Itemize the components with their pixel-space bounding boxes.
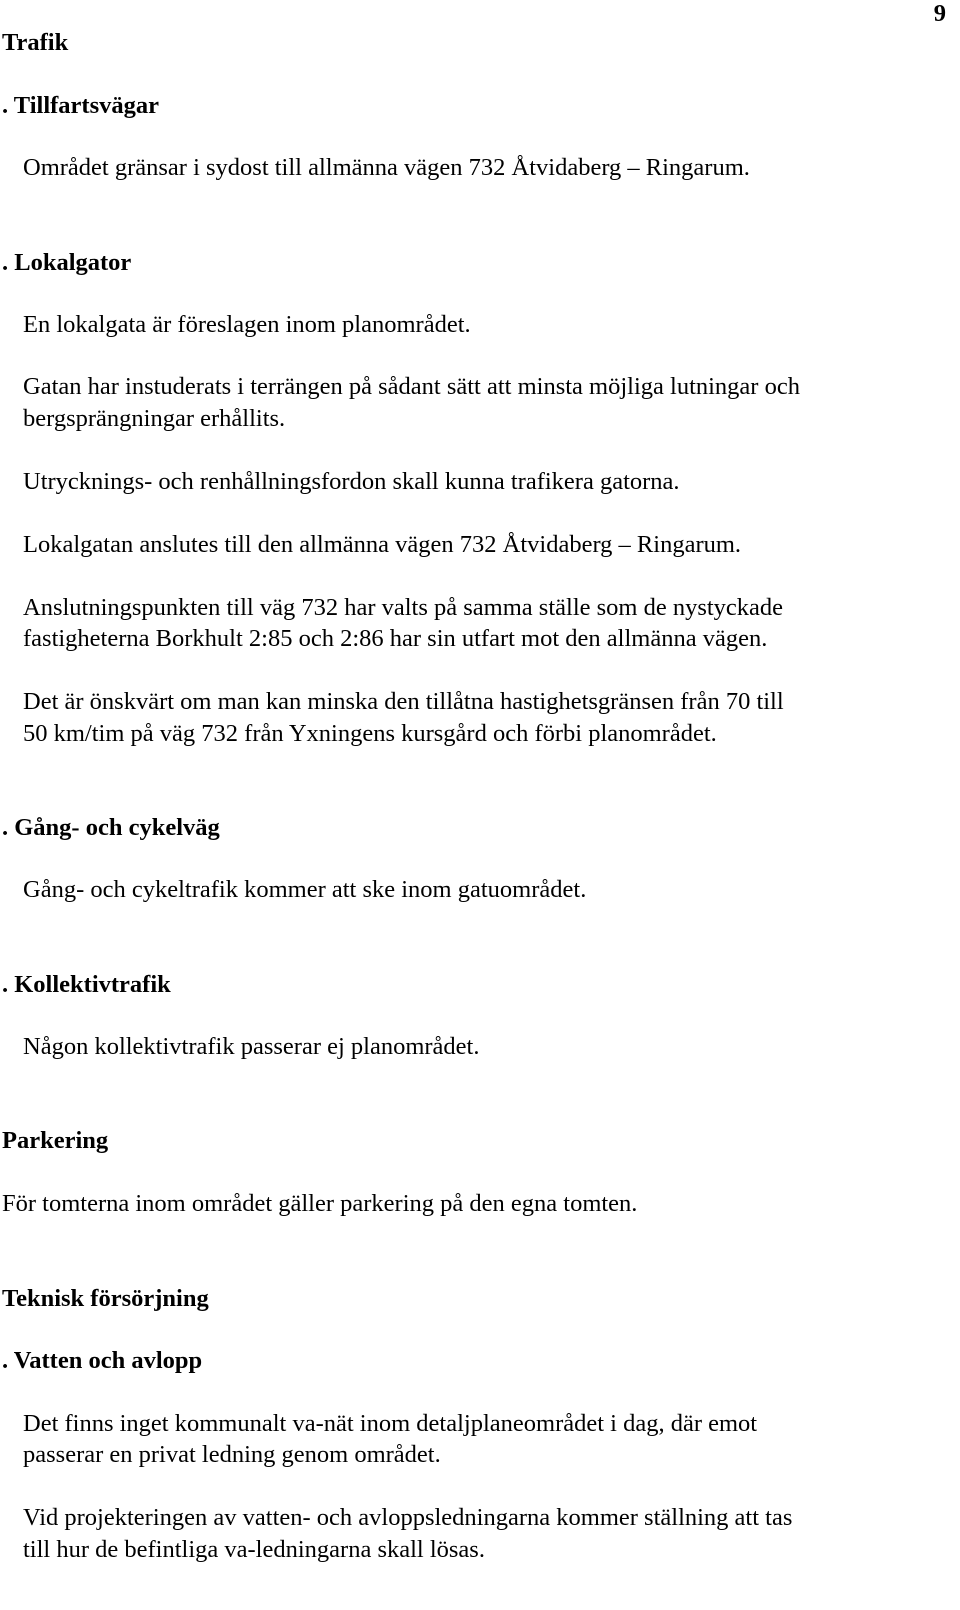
paragraph-lokalgator-2-line2: bergsprängningar erhållits. (23, 405, 286, 432)
paragraph-tillfartsvagar: Området gränsar i sydost till allmänna vägen 732 Åtvidaberg – Ringarum. (23, 154, 750, 181)
paragraph-lokalgator-6-line2: 50 km/tim på väg 732 från Yxningens kursgård och förbi planområdet. (23, 720, 717, 747)
paragraph-kollektivtrafik: Någon kollektivtrafik passerar ej planområdet. (23, 1033, 480, 1060)
paragraph-parkering: För tomterna inom området gäller parkering på den egna tomten. (2, 1190, 638, 1217)
paragraph-lokalgator-1: En lokalgata är föreslagen inom planområdet. (23, 311, 471, 338)
paragraph-vatten-1-line1: Det finns inget kommunalt va-nät inom detaljplaneområdet i dag, där emot (23, 1410, 758, 1437)
section-heading-trafik: Trafik (2, 29, 69, 56)
paragraph-vatten-2-line1: Vid projekteringen av vatten- och avloppsledningarna kommer ställning att tas (23, 1504, 793, 1531)
subheading-gang-cykelvag: . Gång- och cykelväg (2, 814, 220, 841)
subheading-tillfartsvagar: . Tillfartsvägar (2, 92, 159, 119)
subheading-kollektivtrafik: . Kollektivtrafik (2, 971, 171, 998)
paragraph-lokalgator-5-line2: fastigheterna Borkhult 2:85 och 2:86 har sin utfart mot den allmänna vägen. (23, 625, 768, 652)
page-number: 9 (933, 0, 946, 27)
subheading-lokalgator: . Lokalgator (2, 249, 132, 276)
subheading-vatten-avlopp: . Vatten och avlopp (2, 1347, 203, 1374)
section-heading-teknisk-forsorjning: Teknisk försörjning (2, 1285, 209, 1312)
paragraph-vatten-2-line2: till hur de befintliga va-ledningarna skall lösas. (23, 1536, 485, 1563)
paragraph-gang-cykelvag: Gång- och cykeltrafik kommer att ske inom gatuområdet. (23, 876, 587, 903)
paragraph-lokalgator-4: Lokalgatan anslutes till den allmänna vägen 732 Åtvidaberg – Ringarum. (23, 531, 742, 558)
paragraph-lokalgator-3: Utrycknings- och renhållningsfordon skall kunna trafikera gatorna. (23, 468, 680, 495)
paragraph-vatten-1-line2: passerar en privat ledning genom området. (23, 1441, 441, 1468)
paragraph-lokalgator-5-line1: Anslutningspunkten till väg 732 har valts på samma ställe som de nystyckade (23, 594, 784, 621)
paragraph-lokalgator-6-line1: Det är önskvärt om man kan minska den tillåtna hastighetsgränsen från 70 till (23, 688, 784, 715)
paragraph-lokalgator-2-line1: Gatan har instuderats i terrängen på sådant sätt att minsta möjliga lutningar och (23, 373, 800, 400)
section-heading-parkering: Parkering (2, 1127, 109, 1154)
